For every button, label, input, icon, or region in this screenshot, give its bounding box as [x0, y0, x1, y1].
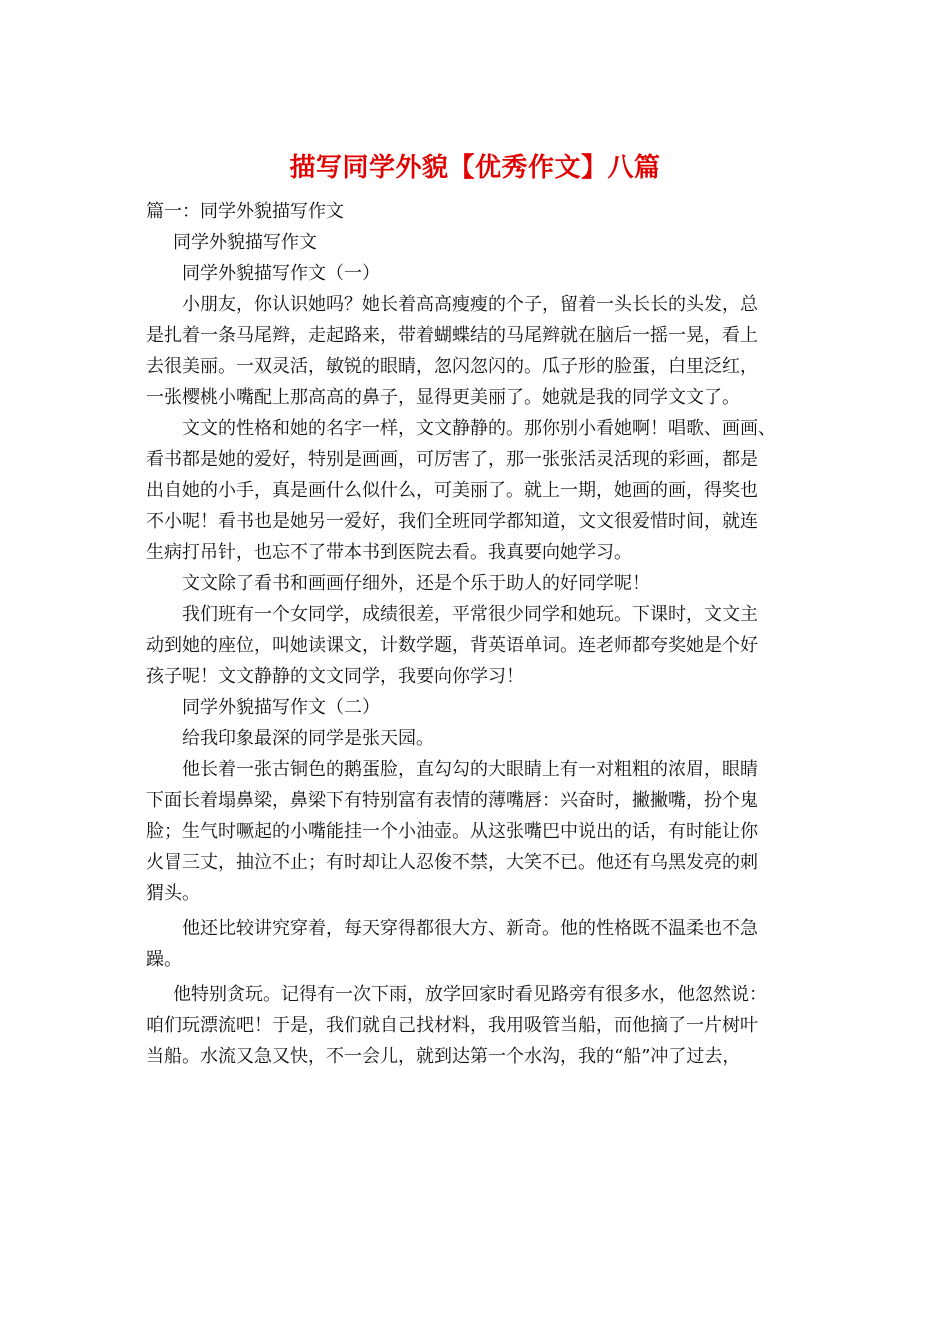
- paragraph-line: 文文除了看书和画画仔细外，还是个乐于助人的好同学呢！: [182, 573, 650, 594]
- paragraph-line: 小朋友，你认识她吗？她长着高高瘦瘦的个子，留着一头长长的头发，总: [182, 294, 758, 315]
- paragraph-line: 躁。: [146, 949, 182, 970]
- paragraph-line: 火冒三丈，抽泣不止；有时却让人忍俊不禁，大笑不已。他还有乌黑发亮的刺: [146, 852, 758, 873]
- paragraph-line: 他还比较讲究穿着，每天穿得都很大方、新奇。他的性格既不温柔也不急: [182, 918, 758, 939]
- paragraph-line: 下面长着塌鼻梁，鼻梁下有特别富有表情的薄嘴唇：兴奋时，撇撇嘴，扮个鬼: [146, 790, 758, 811]
- section-heading: 篇一：同学外貌描写作文: [146, 201, 344, 222]
- paragraph-line: 咱们玩漂流吧！于是，我们就自己找材料，我用吸管当船，而他摘了一片树叶: [146, 1015, 758, 1036]
- paragraph-line: 当船。水流又急又快，不一会儿，就到达第一个水沟，我的“船”冲了过去，: [146, 1046, 741, 1067]
- paragraph-line: 猬头。: [146, 883, 200, 904]
- paragraph-line: 我们班有一个女同学，成绩很差，平常很少同学和她玩。下课时，文文主: [182, 604, 758, 625]
- paragraph-line: 他长着一张古铜色的鹅蛋脸，直勾勾的大眼睛上有一对粗粗的浓眉，眼睛: [182, 759, 758, 780]
- paragraph-line: 生病打吊针，也忘不了带本书到医院去看。我真要向她学习。: [146, 542, 632, 563]
- paragraph-line: 是扎着一条马尾辫，走起路来，带着蝴蝶结的马尾辫就在脑后一摇一晃，看上: [146, 325, 758, 346]
- essay-heading: 同学外貌描写作文（二）: [182, 697, 380, 718]
- paragraph-line: 出自她的小手，真是画什么似什么，可美丽了。就上一期，她画的画，得奖也: [146, 480, 758, 501]
- paragraph-line: 看书都是她的爱好，特别是画画，可厉害了，那一张张活灵活现的彩画，都是: [146, 449, 758, 470]
- essay-heading: 同学外貌描写作文（一）: [182, 263, 380, 284]
- document-body: [146, 196, 806, 1072]
- subheading: 同学外貌描写作文: [173, 232, 317, 253]
- paragraph-line: 动到她的座位，叫她读课文，计数学题，背英语单词。连老师都夸奖她是个好: [146, 635, 758, 656]
- paragraph-line: 文文的性格和她的名字一样，文文静静的。那你别小看她啊！唱歌、画画、: [182, 418, 776, 439]
- paragraph-line: 孩子呢！文文静静的文文同学，我要向你学习！: [146, 666, 524, 687]
- paragraph-line: 不小呢！看书也是她另一爱好，我们全班同学都知道，文文很爱惜时间，就连: [146, 511, 758, 532]
- paragraph-line: 脸；生气时噘起的小嘴能挂一个小油壶。从这张嘴巴中说出的话，有时能让你: [146, 821, 758, 842]
- paragraph-line: 一张樱桃小嘴配上那高高的鼻子，显得更美丽了。她就是我的同学文文了。: [146, 387, 740, 408]
- document-title: 描写同学外貌【优秀作文】八篇: [289, 153, 661, 183]
- paragraph-line: 给我印象最深的同学是张天园。: [182, 728, 434, 749]
- paragraph-line: 他特别贪玩。记得有一次下雨，放学回家时看见路旁有很多水，他忽然说：: [173, 984, 767, 1005]
- paragraph-line: 去很美丽。一双灵活，敏锐的眼睛，忽闪忽闪的。瓜子形的脸蛋，白里泛红，: [146, 356, 758, 377]
